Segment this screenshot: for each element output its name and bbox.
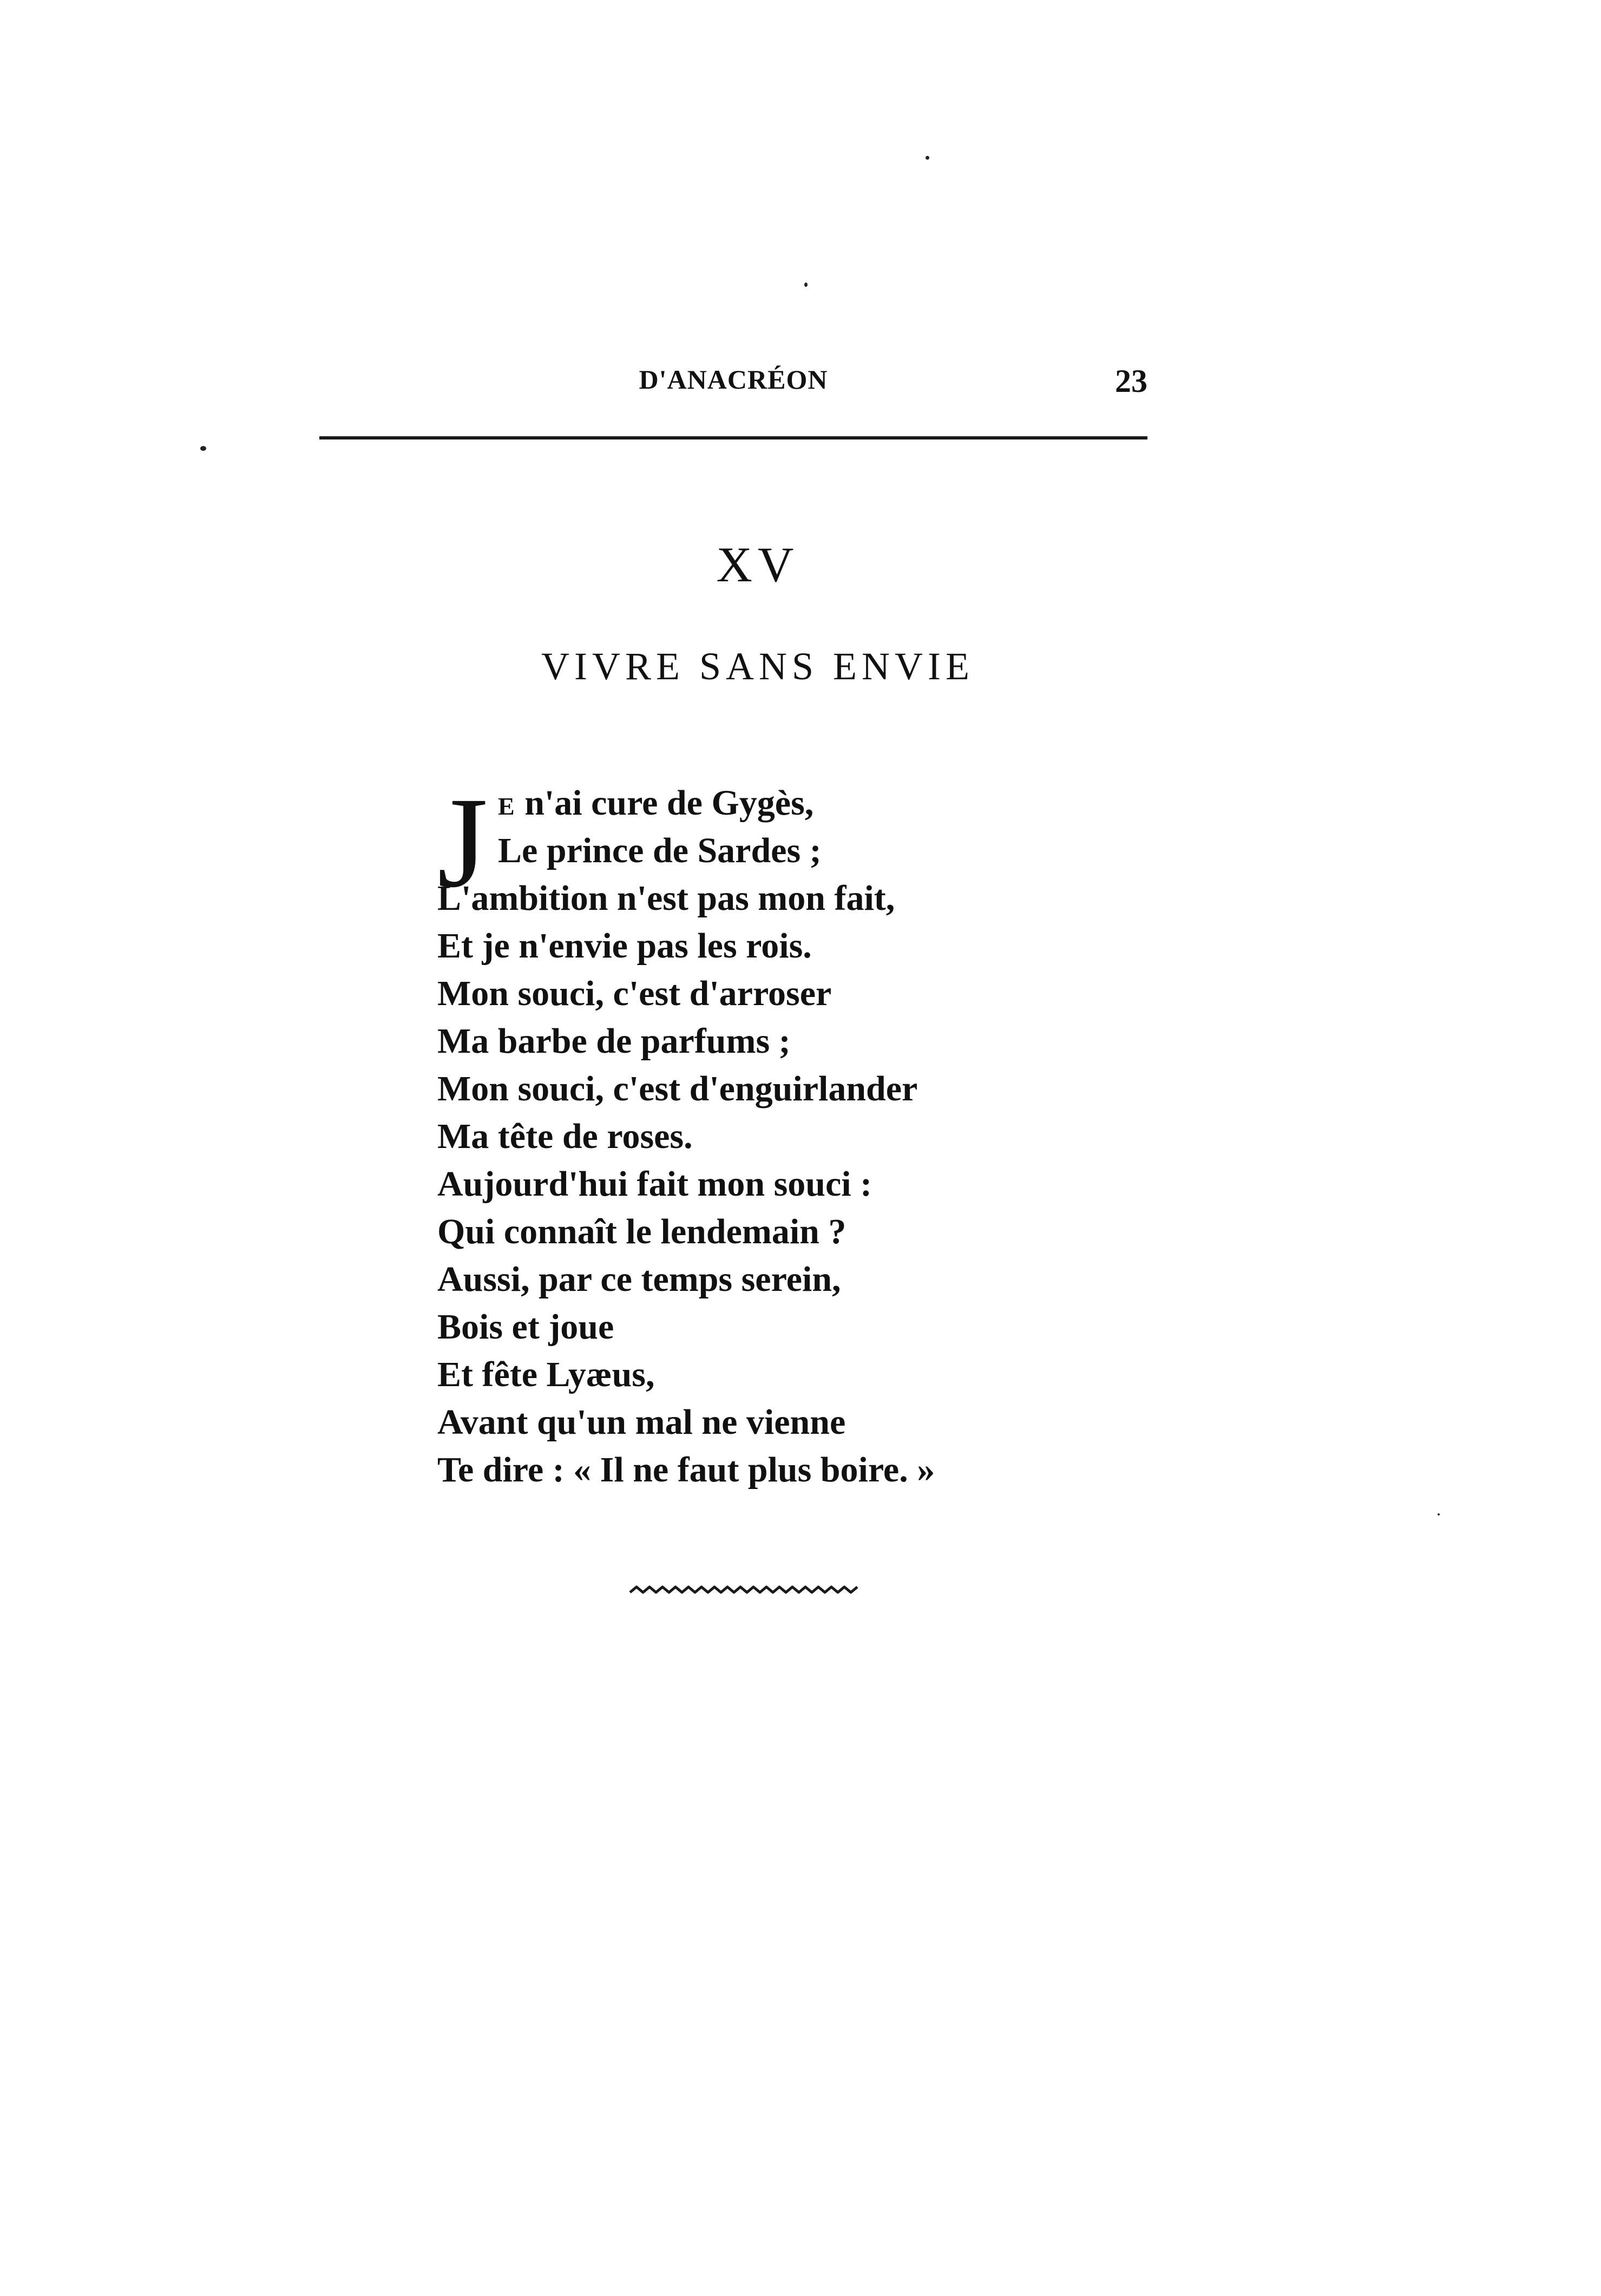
poem-line-text: n'ai cure de Gygès,: [515, 783, 814, 823]
header-rule: [319, 436, 1147, 439]
section-number: XV: [716, 537, 799, 592]
poem-line: L'ambition n'est pas mon fait,: [437, 878, 895, 918]
poem-line: Qui connaît le lendemain ?: [437, 1212, 847, 1251]
page-number: 23: [1115, 363, 1147, 399]
section-title: VIVRE SANS ENVIE: [541, 645, 974, 688]
drop-cap: J: [437, 770, 488, 914]
poem-line: Et fête Lyæus,: [437, 1355, 655, 1394]
poem-line: Le prince de Sardes ;: [498, 831, 822, 870]
wavy-line-ornament-icon: [628, 1582, 861, 1598]
poem-line: Mon souci, c'est d'arroser: [437, 974, 832, 1013]
poem-line: Avant qu'un mal ne vienne: [437, 1402, 846, 1442]
running-title: D'ANACRÉON: [639, 364, 828, 395]
poem-line: Mon souci, c'est d'enguirlander: [437, 1069, 918, 1108]
poem-line: Et je n'envie pas les rois.: [437, 926, 812, 966]
print-speck: [926, 156, 929, 160]
poem-line: Aussi, par ce temps serein,: [437, 1259, 841, 1299]
poem-line: Aujourd'hui fait mon souci :: [437, 1164, 872, 1204]
running-head: [319, 362, 1147, 405]
poem: [437, 770, 1357, 1494]
poem-line: Ma barbe de parfums ;: [437, 1021, 791, 1061]
poem-line: Ma tête de roses.: [437, 1117, 693, 1156]
print-speck: [200, 446, 206, 451]
print-speck: [804, 283, 808, 287]
poem-line: [437, 779, 1357, 827]
poem-line: Te dire : « Il ne faut plus boire. »: [437, 1450, 935, 1490]
small-cap-letter: E: [498, 792, 516, 820]
print-speck: [1438, 1513, 1440, 1516]
poem-line: Bois et joue: [437, 1307, 614, 1347]
